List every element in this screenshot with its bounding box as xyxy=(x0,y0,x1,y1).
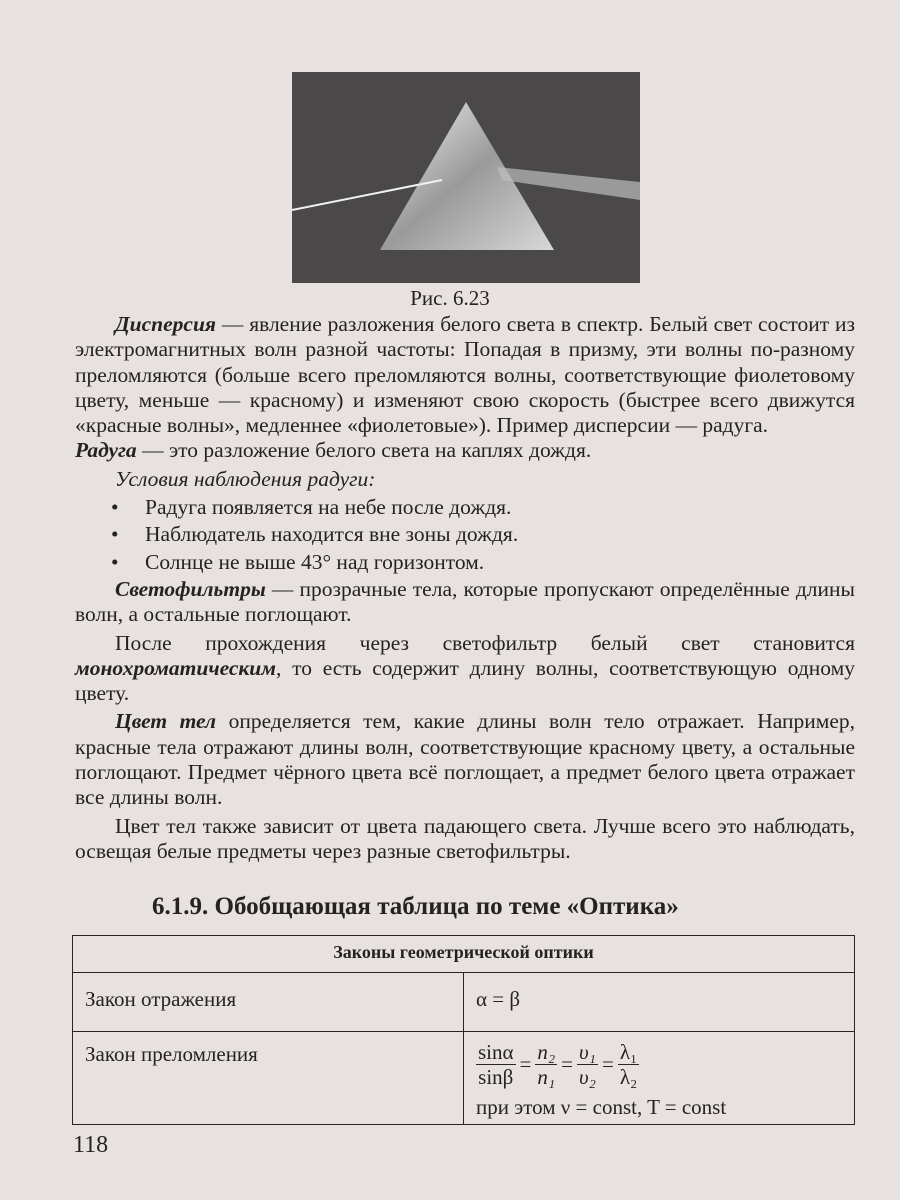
fraction-numerator: λ₁ xyxy=(619,1040,638,1064)
figure-caption: Рис. 6.23 xyxy=(410,286,490,310)
list-item: • Радуга появляется на небе после дождя. xyxy=(75,495,855,520)
list-item: • Солнце не выше 43° над горизонтом. xyxy=(75,550,855,575)
color-paragraph xyxy=(75,709,855,810)
term-mono: монохроматическим xyxy=(75,655,276,680)
list-item: • Наблюдатель находится вне зоны дождя. xyxy=(75,522,855,547)
refraction-formula xyxy=(476,1040,842,1089)
filters-paragraph xyxy=(75,577,855,628)
mono-paragraph xyxy=(75,631,855,707)
fraction-denominator: n₁ xyxy=(537,1065,556,1089)
mono-after: , то есть содержит длину волны, соответствующую одному цвету. xyxy=(75,655,855,706)
page-number: 118 xyxy=(73,1132,109,1158)
formula-cell xyxy=(464,1032,855,1125)
table-header: Законы геометрической оптики xyxy=(73,936,855,973)
section-title: 6.1.9. Обобщающая таблица по теме «Оптика» xyxy=(152,893,679,920)
term-color: Цвет тел xyxy=(115,709,217,734)
fraction-denominator: sinβ xyxy=(478,1065,514,1089)
prism-figure xyxy=(292,72,640,283)
equals-sign: = xyxy=(519,1052,532,1076)
equals-sign: = xyxy=(561,1052,574,1076)
body-text xyxy=(75,312,855,867)
term-filters: Светофильтры xyxy=(115,576,266,601)
dispersion-text: — явление разложения белого света в спектр. Белый свет состоит из электромагнитных волн разной частоты: Попадая в призму, эти волны по-разному преломляются (больше всего преломляются волны, соответствующие фиолетовому цвету, меньше — красному) и изменяют свою скорость (быстрее всего движутся «красные волны», медленнее «фиолетовые»). Пример дисперсии — радуга. xyxy=(75,312,855,438)
optics-table xyxy=(72,935,855,1125)
dispersion-paragraph xyxy=(75,312,855,464)
color-light-paragraph: Цвет тел также зависит от цвета падающего света. Лучше всего это наблюдать, освещая белые предметы через разные светофильтры. xyxy=(75,813,855,863)
term-dispersion: Дисперсия xyxy=(115,312,217,336)
table-row xyxy=(73,1032,855,1125)
prism-image xyxy=(292,72,640,283)
rainbow-text: — это разложение белого света на каплях дождя. xyxy=(136,438,592,463)
formula-cell: α = β xyxy=(464,973,855,1032)
conditions-title: Условия наблюдения радуги: xyxy=(115,466,376,491)
conditions-list xyxy=(75,495,855,575)
fraction-numerator: sinα xyxy=(478,1040,514,1064)
term-rainbow: Радуга xyxy=(75,438,137,463)
formula-note: при этом ν = const, T = const xyxy=(476,1095,727,1119)
law-cell: Закон преломления xyxy=(73,1032,464,1125)
fraction-denominator: λ₂ xyxy=(619,1065,638,1089)
fraction-denominator: υ₂ xyxy=(579,1065,596,1089)
law-cell: Закон отражения xyxy=(73,973,464,1032)
filters-text: — прозрачные тела, которые пропускают определённые длины волн, а остальные поглощают. xyxy=(75,576,855,627)
fraction-numerator: n₂ xyxy=(537,1040,556,1064)
mono-before: После прохождения через светофильтр белый свет становится xyxy=(115,630,855,655)
color-text: определяется тем, какие длины волн тело отражает. Например, красные тела отражают длины волн, соответствующие красному цвету, а остальные поглощают. Предмет чёрного цвета всё поглощает, а предмет белого цвета отражает все длины волн. xyxy=(75,709,856,810)
table-row xyxy=(73,973,855,1032)
equals-sign: = xyxy=(601,1052,614,1076)
fraction-numerator: υ₁ xyxy=(579,1040,596,1064)
